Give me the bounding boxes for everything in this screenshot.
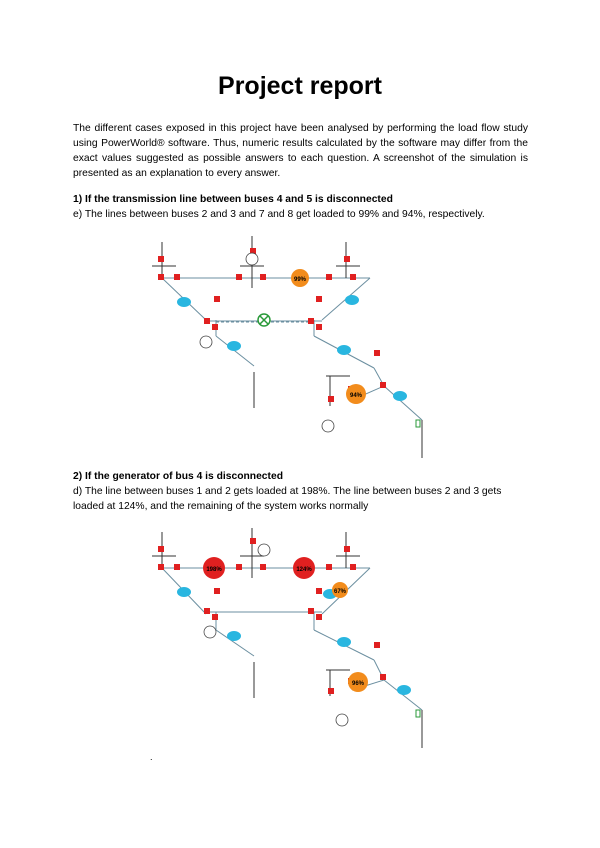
diagram1-label-top: 99% (293, 277, 307, 283)
diagram2-label-right: 67% (333, 589, 347, 595)
section2-heading: 2) If the generator of bus 4 is disconnected (73, 471, 283, 482)
diagram2-label-left: 198% (206, 567, 222, 573)
intro-paragraph: The different cases exposed in this project have been analysed by performing the load flow study using PowerWorld® software. Thus, numeric results calculated by the software may differ from the exact values suggested as possible answers to each question. A screenshot of the simulation is presented as an explanation to every answer. (73, 123, 528, 179)
diagram2-label-bottom: 96% (351, 681, 365, 687)
section1-text: e) The lines between buses 2 and 3 and 7 and 8 get loaded to 99% and 94%, respectively. (73, 209, 485, 220)
section1-heading: 1) If the transmission line between buses 4 and 5 is disconnected (73, 194, 393, 205)
footer-mark: . (150, 752, 153, 762)
section1-diagram (140, 226, 440, 466)
diagram2-label-mid: 124% (296, 567, 312, 573)
section2-diagram (140, 520, 440, 760)
page-title: Project report (218, 72, 382, 100)
diagram1-label-bottom: 94% (349, 393, 363, 399)
section2-text: d) The line between buses 1 and 2 gets loaded at 198%. The line between buses 2 and 3 gets loaded at 124%, and the remaining of the system works normally (73, 486, 502, 512)
